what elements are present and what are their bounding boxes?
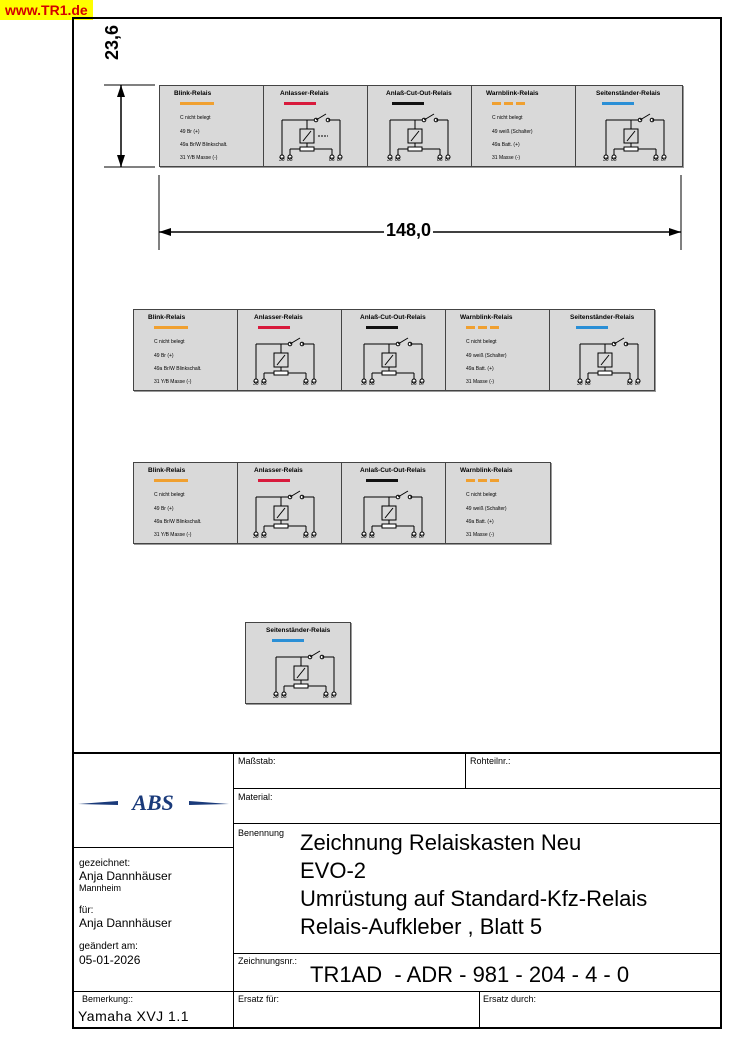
- tb-divider: [233, 953, 722, 954]
- pin-87: 87: [311, 381, 317, 387]
- pin-86: 86: [303, 381, 309, 387]
- pin-desc: 49a Batt. (+): [466, 519, 494, 525]
- panel-title: Anlasser-Relais: [280, 90, 329, 97]
- panel-blink-relais: [134, 310, 238, 390]
- color-square: [516, 102, 525, 105]
- panel-title: Blink-Relais: [148, 314, 186, 321]
- color-bar: [180, 102, 214, 105]
- pin-desc: C nicht belegt: [466, 492, 497, 498]
- color-square: [490, 326, 499, 329]
- color-bar: [272, 639, 304, 642]
- pin-desc: 49 Br (+): [154, 506, 174, 512]
- panel-cutout-relais: [342, 310, 446, 390]
- pin-30: 30: [253, 534, 259, 540]
- panel-blink-relais: [134, 463, 238, 543]
- pin-87: 87: [661, 157, 667, 163]
- pin-87: 87: [445, 157, 451, 163]
- pin-desc: 49 weiß (Schalter): [466, 353, 507, 359]
- color-bar: [258, 326, 290, 329]
- color-bar: [392, 102, 424, 105]
- panel-seitenstaender-relais: [246, 623, 350, 703]
- pin-85: 85: [261, 534, 267, 540]
- pin-30: 30: [577, 381, 583, 387]
- color-bar: [602, 102, 634, 105]
- pin-30: 30: [273, 694, 279, 700]
- pin-87: 87: [331, 694, 337, 700]
- panel-title: Seitenständer-Relais: [266, 627, 331, 634]
- panel-title: Anlaß-Cut-Out-Relais: [386, 90, 452, 97]
- pin-desc: 49a Br/W Blinkschalt.: [180, 142, 228, 148]
- relay-schematic: [252, 332, 328, 388]
- color-bar: [154, 479, 188, 482]
- pin-desc: 49a Batt. (+): [466, 366, 494, 372]
- color-square: [466, 326, 475, 329]
- panel-warnblink-relais: [446, 463, 550, 543]
- pin-desc: 31 Masse (-): [492, 155, 521, 161]
- title-line-2: EVO-2: [300, 858, 367, 883]
- tb-divider: [233, 788, 722, 789]
- panel-title: Seitenständer-Relais: [596, 90, 661, 97]
- gezeichnet-label: gezeichnet:: [79, 858, 131, 869]
- relay-strip-4: [245, 622, 351, 704]
- panel-title: Blink-Relais: [174, 90, 212, 97]
- panel-title: Warnblink-Relais: [460, 467, 513, 474]
- color-bar: [366, 479, 398, 482]
- pin-desc: C nicht belegt: [154, 339, 185, 345]
- pin-desc: C nicht belegt: [154, 492, 185, 498]
- ersatz-fuer-label: Ersatz für:: [238, 994, 280, 1004]
- relay-schematic: [360, 485, 436, 541]
- abs-logo: [76, 784, 231, 818]
- pin-desc: C nicht belegt: [466, 339, 497, 345]
- pin-desc: 49 weiß (Schalter): [466, 506, 507, 512]
- pin-85: 85: [369, 534, 375, 540]
- fuer-label: für:: [79, 905, 94, 916]
- pin-85: 85: [287, 157, 293, 163]
- tb-divider: [479, 991, 480, 1029]
- panel-anlasser-relais: [238, 463, 342, 543]
- pin-30: 30: [253, 381, 259, 387]
- relay-strip-2: [133, 309, 655, 391]
- pin-85: 85: [261, 381, 267, 387]
- panel-title: Anlasser-Relais: [254, 314, 303, 321]
- title-line-3: Umrüstung auf Standard-Kfz-Relais: [300, 886, 648, 911]
- title-line-4: Relais-Aufkleber , Blatt 5: [300, 914, 543, 939]
- gezeichnet-ort: Mannheim: [79, 883, 122, 893]
- panel-anlasser-relais: [238, 310, 342, 390]
- height-dimension-label: 23,6: [102, 24, 122, 60]
- panel-cutout-relais: [368, 86, 472, 166]
- relay-schematic: [386, 108, 462, 164]
- relay-schematic: [602, 108, 678, 164]
- bemerkung-value: Yamaha XVJ 1.1: [78, 1008, 190, 1024]
- title-block: [72, 752, 722, 1029]
- geaendert-label: geändert am:: [79, 941, 138, 952]
- pin-desc: 49a Br/W Blinkschalt.: [154, 519, 202, 525]
- logo-text: ABS: [132, 790, 174, 815]
- tb-divider: [465, 752, 466, 788]
- watermark: www.TR1.de: [0, 0, 93, 20]
- pin-desc: 31 Y/B Masse (-): [154, 532, 192, 538]
- pin-30: 30: [279, 157, 285, 163]
- panel-seitenstaender-relais: [550, 310, 654, 390]
- pin-85: 85: [611, 157, 617, 163]
- color-square: [492, 102, 501, 105]
- panel-title: Anlaß-Cut-Out-Relais: [360, 314, 426, 321]
- tb-divider: [233, 752, 234, 1029]
- panel-blink-relais: [160, 86, 264, 166]
- panel-seitenstaender-relais: [576, 86, 680, 166]
- pin-87: 87: [311, 534, 317, 540]
- pin-87: 87: [337, 157, 343, 163]
- zeichnungsnr: TR1AD - ADR - 981 - 204 - 4 - 0: [310, 962, 630, 987]
- bemerkung-label: Bemerkung::: [82, 994, 134, 1004]
- color-bar: [258, 479, 290, 482]
- relay-strip-1: [159, 85, 683, 167]
- pin-86: 86: [323, 694, 329, 700]
- pin-desc: 49 weiß (Schalter): [492, 129, 533, 135]
- tb-divider: [233, 823, 722, 824]
- geaendert-date: 05-01-2026: [79, 953, 141, 967]
- relay-schematic: [278, 108, 354, 164]
- pin-86: 86: [653, 157, 659, 163]
- panel-anlasser-relais: [264, 86, 368, 166]
- massstab-label: Maßstab:: [238, 756, 276, 766]
- rohteil-label: Rohteilnr.:: [470, 756, 511, 766]
- color-square: [504, 102, 513, 105]
- panel-title: Seitenständer-Relais: [570, 314, 635, 321]
- panel-cutout-relais: [342, 463, 446, 543]
- relay-schematic: [360, 332, 436, 388]
- color-square: [478, 326, 487, 329]
- relay-strip-3: [133, 462, 551, 544]
- pin-85: 85: [281, 694, 287, 700]
- pin-desc: 49a Batt. (+): [492, 142, 520, 148]
- ersatz-durch-label: Ersatz durch:: [483, 994, 537, 1004]
- pin-desc: C nicht belegt: [180, 115, 211, 121]
- pin-desc: 49 Br (+): [180, 129, 200, 135]
- pin-30: 30: [361, 534, 367, 540]
- panel-title: Anlaß-Cut-Out-Relais: [360, 467, 426, 474]
- pin-desc: 31 Masse (-): [466, 532, 495, 538]
- pin-87: 87: [635, 381, 641, 387]
- panel-warnblink-relais: [446, 310, 550, 390]
- tb-top-border: [72, 752, 722, 754]
- pin-86: 86: [437, 157, 443, 163]
- gezeichnet-name: Anja Dannhäuser: [79, 869, 172, 883]
- fuer-name: Anja Dannhäuser: [79, 916, 172, 930]
- color-square: [490, 479, 499, 482]
- color-bar: [576, 326, 608, 329]
- relay-schematic: [576, 332, 652, 388]
- pin-desc: 31 Y/B Masse (-): [180, 155, 218, 161]
- tb-divider: [72, 991, 722, 992]
- panel-warnblink-relais: [472, 86, 576, 166]
- color-bar: [154, 326, 188, 329]
- panel-title: Anlasser-Relais: [254, 467, 303, 474]
- tb-divider: [72, 847, 233, 848]
- pin-86: 86: [329, 157, 335, 163]
- pin-30: 30: [361, 381, 367, 387]
- pin-87: 87: [419, 534, 425, 540]
- benennung-label: Benennung: [238, 828, 285, 838]
- panel-title: Warnblink-Relais: [460, 314, 513, 321]
- pin-30: 30: [603, 157, 609, 163]
- pin-87: 87: [419, 381, 425, 387]
- relay-schematic: [252, 485, 328, 541]
- color-bar: [284, 102, 316, 105]
- relay-schematic: [272, 645, 348, 701]
- pin-85: 85: [395, 157, 401, 163]
- panel-title: Warnblink-Relais: [486, 90, 539, 97]
- pin-desc: 49a Br/W Blinkschalt.: [154, 366, 202, 372]
- color-square: [478, 479, 487, 482]
- pin-85: 85: [585, 381, 591, 387]
- pin-85: 85: [369, 381, 375, 387]
- pin-desc: 49 Br (+): [154, 353, 174, 359]
- pin-86: 86: [627, 381, 633, 387]
- pin-30: 30: [387, 157, 393, 163]
- color-square: [466, 479, 475, 482]
- color-bar: [366, 326, 398, 329]
- zeichnungsnr-label: Zeichnungsnr.:: [238, 956, 298, 966]
- pin-86: 86: [411, 381, 417, 387]
- pin-desc: 31 Y/B Masse (-): [154, 379, 192, 385]
- width-dimension-label: 148,0: [386, 220, 432, 240]
- pin-desc: C nicht belegt: [492, 115, 523, 121]
- material-label: Material:: [238, 792, 273, 802]
- pin-86: 86: [303, 534, 309, 540]
- panel-title: Blink-Relais: [148, 467, 186, 474]
- pin-86: 86: [411, 534, 417, 540]
- title-line-1: Zeichnung Relaiskasten Neu: [300, 830, 582, 855]
- pin-desc: 31 Masse (-): [466, 379, 495, 385]
